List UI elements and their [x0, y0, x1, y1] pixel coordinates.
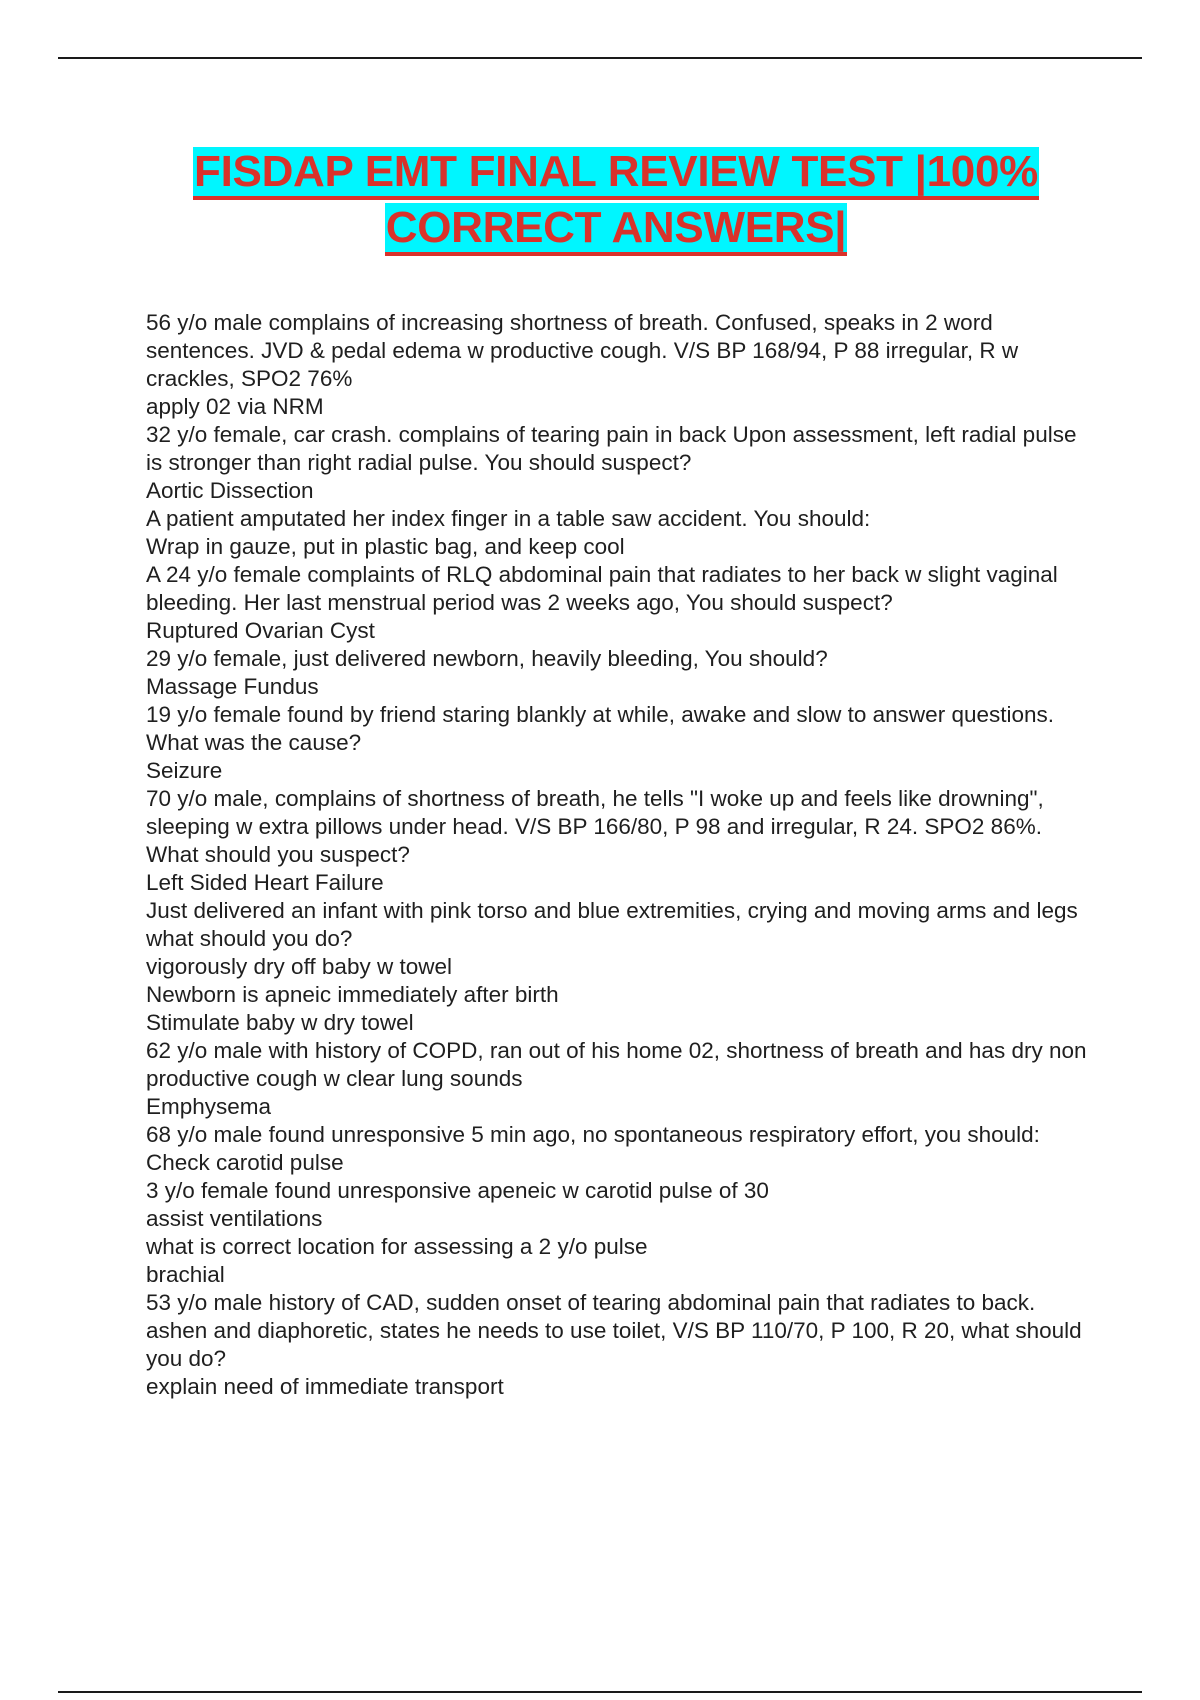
question: A 24 y/o female complaints of RLQ abdominal pain that radiates to her back w slight vaginal bleeding. Her last menstrual period was 2 weeks ago, You should suspect?	[146, 562, 1058, 615]
question: 70 y/o male, complains of shortness of breath, he tells "I woke up and feels like drowning", sleeping w extra pillows under head. V/S BP 166/80, P 98 and irregular, R 24. SPO2 86%. What should you suspect?	[146, 786, 1044, 867]
question: Newborn is apneic immediately after birth	[146, 982, 559, 1007]
question: 62 y/o male with history of COPD, ran out of his home 02, shortness of breath and has dry non productive cough w clear lung sounds	[146, 1038, 1087, 1091]
top-rule	[58, 57, 1142, 59]
answer: apply 02 via NRM	[146, 394, 324, 419]
title-line-1: FISDAP EMT FINAL REVIEW TEST |100%	[193, 147, 1039, 200]
answer: vigorously dry off baby w towel	[146, 954, 452, 979]
answer: assist ventilations	[146, 1206, 323, 1231]
bottom-rule	[58, 1691, 1142, 1693]
answer: Left Sided Heart Failure	[146, 870, 384, 895]
question: Just delivered an infant with pink torso and blue extremities, crying and moving arms and legs what should you do?	[146, 898, 1078, 951]
document-title	[146, 144, 1086, 256]
question: 19 y/o female found by friend staring blankly at while, awake and slow to answer questions. What was the cause?	[146, 702, 1055, 755]
answer: Emphysema	[146, 1094, 272, 1119]
answer: Massage Fundus	[146, 674, 319, 699]
question: 68 y/o male found unresponsive 5 min ago, no spontaneous respiratory effort, you should:	[146, 1122, 1040, 1147]
answer: Wrap in gauze, put in plastic bag, and keep cool	[146, 534, 625, 559]
question: 32 y/o female, car crash. complains of tearing pain in back Upon assessment, left radial pulse is stronger than right radial pulse. You should suspect?	[146, 422, 1077, 475]
answer: Check carotid pulse	[146, 1150, 344, 1175]
answer: Seizure	[146, 758, 223, 783]
title-line-2: CORRECT ANSWERS|	[385, 203, 848, 256]
question: 3 y/o female found unresponsive apeneic w carotid pulse of 30	[146, 1178, 769, 1203]
answer: Ruptured Ovarian Cyst	[146, 618, 375, 643]
qa-list	[146, 309, 1096, 1401]
question: A patient amputated her index finger in a table saw accident. You should:	[146, 506, 871, 531]
answer: brachial	[146, 1262, 225, 1287]
answer: explain need of immediate transport	[146, 1374, 504, 1399]
answer: Aortic Dissection	[146, 478, 314, 503]
question: 56 y/o male complains of increasing shortness of breath. Confused, speaks in 2 word sentences. JVD & pedal edema w productive cough. V/S BP 168/94, P 88 irregular, R w crackles, SPO2 76%	[146, 310, 1019, 391]
question: 53 y/o male history of CAD, sudden onset of tearing abdominal pain that radiates to back. ashen and diaphoretic, states he needs to use toilet, V/S BP 110/70, P 100, R 20, what should you do?	[146, 1290, 1082, 1371]
question: what is correct location for assessing a 2 y/o pulse	[146, 1234, 648, 1259]
answer: Stimulate baby w dry towel	[146, 1010, 414, 1035]
question: 29 y/o female, just delivered newborn, heavily bleeding, You should?	[146, 646, 828, 671]
